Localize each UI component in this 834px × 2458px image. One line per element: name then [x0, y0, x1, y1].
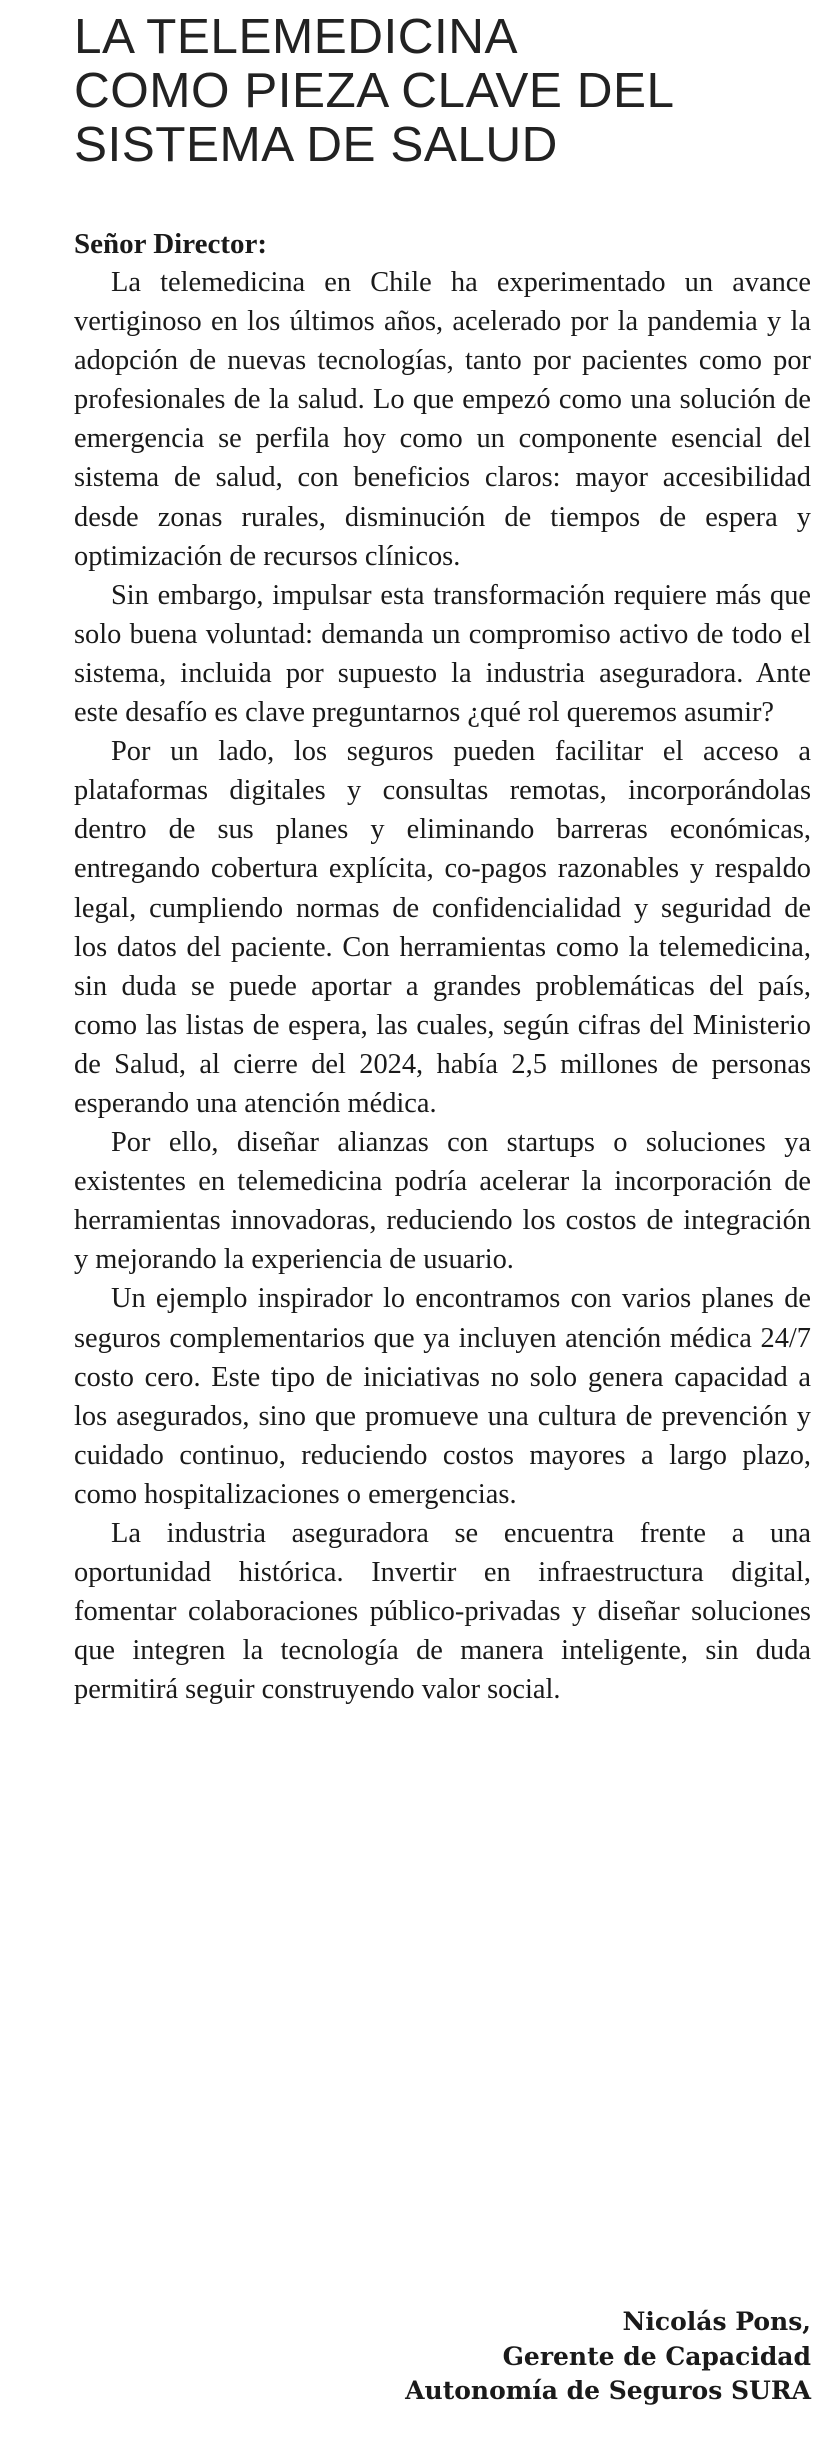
- headline-line-3: SISTEMA DE SALUD: [74, 117, 558, 172]
- headline-line-2: COMO PIEZA CLAVE DEL: [74, 63, 675, 118]
- paragraph-4: Por ello, diseñar alianzas con startups o soluciones ya existentes en telemedicina podría acelerar la incorporación de herramientas innovadoras, reduciendo los costos de integración y mejorando la experiencia de usuario.: [74, 1127, 811, 1276]
- letter-column: [74, 0, 811, 2405]
- signature-block: [405, 2305, 811, 2409]
- salutation: Señor Director:: [74, 228, 268, 260]
- headline: [74, 10, 811, 172]
- signature-name: Nicolás Pons,: [622, 2307, 811, 2336]
- paragraph-5: Un ejemplo inspirador lo encontramos con varios planes de seguros complementarios que ya incluyen atención médica 24/7 costo cero. Este tipo de iniciativas no solo genera capacidad a los asegurados, sino que promueve una cultura de prevención y cuidado continuo, reduciendo costos mayores a largo plazo, como hospitalizaciones o emergencias.: [74, 1283, 811, 1510]
- signature-company: Autonomía de Seguros SURA: [405, 2376, 811, 2405]
- headline-line-1: LA TELEMEDICINA: [74, 9, 518, 64]
- paragraph-6: La industria aseguradora se encuentra frente a una oportunidad histórica. Invertir en infraestructura digital, fomentar colaboraciones público-privadas y diseñar soluciones que integren la tecnología de manera inteligente, sin duda permitirá seguir construyendo valor social.: [74, 1518, 811, 1706]
- signature-role: Gerente de Capacidad: [502, 2341, 811, 2371]
- paragraph-2: Sin embargo, impulsar esta transformación requiere más que solo buena voluntad: demanda un compromiso activo de todo el sistema, incluida por supuesto la industria aseguradora. Ante este desafío es clave preguntarnos ¿qué rol queremos asumir?: [74, 579, 811, 729]
- letter-body: [74, 263, 811, 1709]
- paragraph-1: La telemedicina en Chile ha experimentado un avance vertiginoso en los últimos años, acelerado por la pandemia y la adopción de nuevas tecnologías, tanto por pacientes como por profesionales de la salud. Lo que empezó como una solución de emergencia se perfila hoy como un componente esencial del sistema de salud, con beneficios claros: mayor accesibilidad desde zonas rurales, disminución de tiempos de espera y optimización de recursos clínicos.: [74, 267, 811, 572]
- paragraph-3: Por un lado, los seguros pueden facilitar el acceso a plataformas digitales y consultas remotas, incorporándolas dentro de sus planes y eliminando barreras económicas, entregando cobertura explícita, co-pagos razonables y respaldo legal, cumpliendo normas de confidencialidad y seguridad de los datos del paciente. Con herramientas como la telemedicina, sin duda se puede aportar a grandes problemáticas del país, como las listas de espera, las cuales, según cifras del Ministerio de Salud, al cierre del 2024, había 2,5 millones de personas esperando una atención médica.: [74, 736, 811, 1119]
